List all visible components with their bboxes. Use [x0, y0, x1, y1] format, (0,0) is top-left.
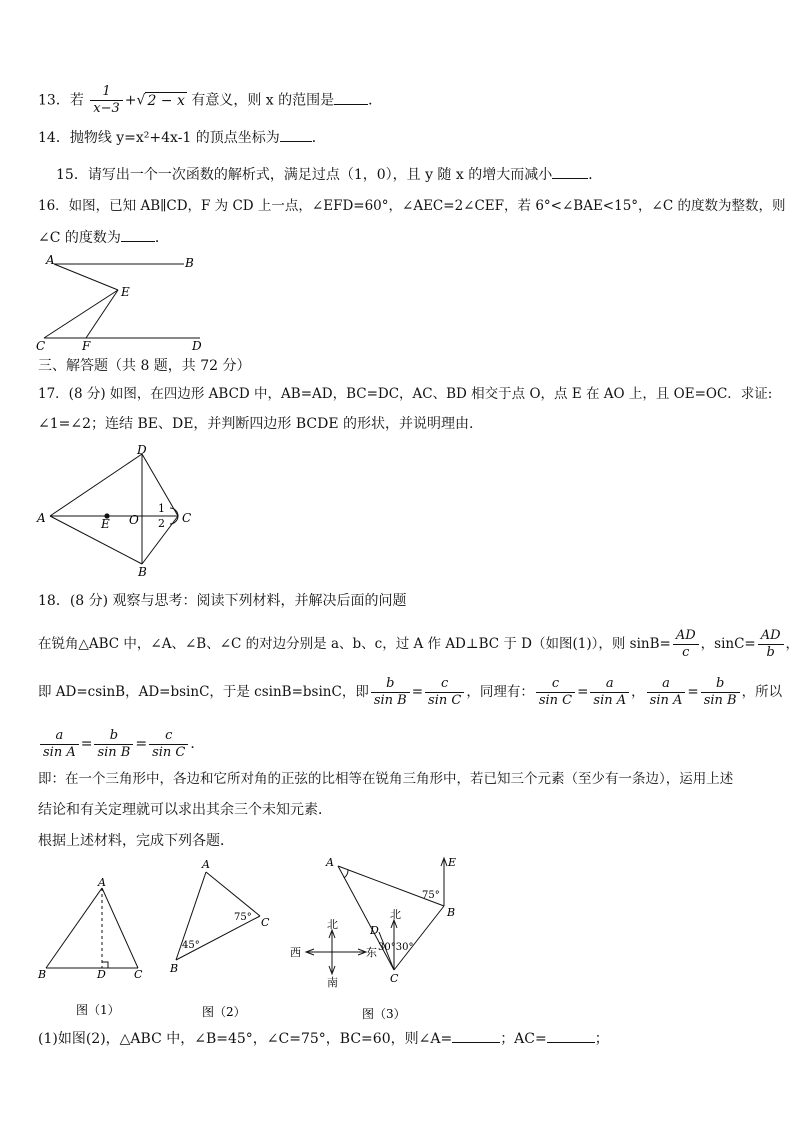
- fig3-label-b: B: [447, 906, 456, 919]
- q18-frac: [371, 676, 410, 709]
- q13-fraction: [90, 84, 123, 117]
- compass-east: 东: [366, 946, 377, 959]
- question-14: [38, 128, 326, 148]
- fig2-angle-b: 45°: [182, 940, 200, 951]
- q16-line-ef: [86, 290, 118, 338]
- q13-prefix: 13．若: [38, 92, 84, 109]
- q13-frac-num: 1: [90, 84, 123, 101]
- frac-den: b: [766, 645, 775, 660]
- q18-p1c: ，: [785, 636, 799, 652]
- q16-label-b: B: [185, 256, 194, 270]
- q18-frac: [425, 676, 464, 709]
- q18-figure-2: [164, 856, 284, 1026]
- frac-den: sin C: [428, 693, 462, 708]
- equals-sign: =: [80, 736, 93, 752]
- fig3-label-a: A: [326, 856, 334, 869]
- q18-figure-3: [284, 852, 464, 1027]
- frac-num: a: [590, 676, 629, 693]
- question-15: [56, 165, 602, 185]
- q18-sub1-ac-blank[interactable]: [547, 1042, 595, 1043]
- period: ．: [190, 736, 205, 752]
- q18-p2b: ，同理有：: [466, 684, 534, 700]
- q16-label-a: A: [46, 253, 55, 267]
- fig3-angle-b: 75°: [422, 890, 440, 901]
- q15-text: 15．请写出一个一次函数的解析式，满足过点（1，0），且 y 随 x 的增大而减小: [56, 167, 553, 183]
- fig1-label-c: C: [134, 968, 143, 981]
- q16-label-f: F: [82, 339, 91, 353]
- frac-num: c: [425, 676, 464, 693]
- equals-sign: =: [135, 736, 148, 752]
- q18-p1b: ，sinC=: [700, 636, 756, 652]
- q18-frac: [94, 728, 133, 761]
- fig3-angles-c: 30°30°: [378, 942, 414, 953]
- frac-num: b: [701, 676, 740, 693]
- q18-sub1-angle-blank[interactable]: [452, 1042, 500, 1043]
- q16-line2: ∠C 的度数为: [38, 230, 121, 246]
- q18-frac: [536, 676, 575, 709]
- fig1-side-ac: [102, 888, 138, 968]
- equals-sign: =: [687, 684, 699, 700]
- frac-den: sin A: [43, 744, 76, 760]
- frac-den: sin B: [97, 744, 131, 760]
- q17-label-c: C: [182, 511, 192, 525]
- fig2-side-ac: [206, 872, 260, 916]
- frac-den: sin A: [649, 693, 683, 708]
- q18-subquestion-1: [38, 1029, 609, 1049]
- equals-sign: =: [577, 684, 589, 700]
- q17-label-a: A: [37, 511, 46, 525]
- fig1-label-a: A: [98, 876, 106, 889]
- q18-sub1a: (1)如图(2)，△ABC 中，∠B=45°，∠C=75°，BC=60，则∠A=: [38, 1031, 453, 1047]
- frac-den: sin B: [373, 693, 407, 708]
- frac-den: sin C: [152, 744, 186, 760]
- q18-p2c: ，所以: [741, 684, 783, 700]
- q13-plus: +: [124, 92, 137, 109]
- q16-figure: [34, 252, 206, 352]
- q17-line2: ∠1=∠2；连结 BE、DE，并判断四边形 BCDE 的形状，并说明理由.: [38, 416, 474, 432]
- q13-suffix: 有意义，则 x 的范围是: [191, 92, 335, 109]
- question-17-line2: [38, 414, 473, 434]
- q17-label-1: 1: [158, 502, 165, 515]
- frac-den: sin B: [703, 693, 737, 708]
- q16-line-ec: [44, 290, 118, 338]
- q15-answer-blank[interactable]: [552, 178, 588, 179]
- question-13: [38, 84, 382, 117]
- fig2-label-b: B: [170, 962, 179, 975]
- equals-sign: =: [411, 684, 424, 700]
- q17-label-d: D: [137, 443, 147, 457]
- section-3-title: 三、解答题（共 8 题，共 72 分）: [38, 358, 251, 374]
- q18-paragraph-6: [38, 831, 234, 851]
- q16-line1: 16．如图，已知 AB∥CD，F 为 CD 上一点，∠EFD=60°，∠AEC=2∠CEF，若 6°<∠BAE<15°，∠C 的度数为整数，则: [38, 198, 786, 214]
- q18-frac-ad-b: [758, 628, 784, 661]
- q18-frac: [647, 676, 686, 709]
- fig3-north-c: 北: [390, 908, 401, 921]
- q13-answer-blank[interactable]: [334, 104, 368, 105]
- q15-end: ．: [588, 167, 603, 183]
- compass-south: 南: [327, 976, 338, 989]
- fig1-caption: 图（1）: [76, 1003, 120, 1017]
- frac-num: c: [149, 728, 188, 745]
- q18-figure-1: [34, 874, 154, 1024]
- fig3-angle-a-arc: [344, 870, 348, 878]
- q18-paragraph-1: [38, 624, 799, 664]
- fig1-label-d: D: [97, 968, 106, 981]
- q17-label-b: B: [138, 565, 147, 579]
- q18-title: 18．(8 分) 观察与思考：阅读下列材料，并解决后面的问题: [38, 593, 407, 609]
- fig2-caption: 图（2）: [202, 1005, 246, 1019]
- q18-sub1c: ；: [594, 1031, 609, 1047]
- question-18-title: [38, 591, 407, 611]
- q18-paragraph-2: [38, 672, 782, 712]
- q16-label-e: E: [121, 285, 130, 299]
- question-16-line2: [38, 228, 169, 248]
- q16-label-c: C: [36, 339, 46, 353]
- frac-num: AD: [758, 628, 784, 645]
- fig1-label-b: B: [38, 968, 47, 981]
- sqrt-icon: √: [136, 92, 146, 109]
- q17-label-e: E: [101, 517, 110, 531]
- q17-label-o: O: [129, 513, 139, 527]
- fig3-side-bc: [394, 906, 444, 970]
- frac-num: a: [40, 728, 79, 745]
- fig2-label-c: C: [261, 916, 270, 929]
- q18-frac-ad-c: [673, 628, 699, 661]
- section-3-heading: [38, 356, 251, 376]
- fig1-side-ab: [46, 888, 102, 968]
- fig2-label-a: A: [202, 858, 210, 871]
- q18-p4: 即：在一个三角形中，各边和它所对角的正弦的比相等在锐角三角形中，若已知三个元素（至少有一条边），运用上述: [38, 771, 734, 787]
- comma: ，: [631, 684, 645, 700]
- q18-paragraph-4: [38, 769, 733, 789]
- q14-text: 14．抛物线 y=x²+4x-1 的顶点坐标为: [38, 130, 280, 146]
- frac-num: b: [94, 728, 133, 745]
- q18-paragraph-3: [38, 724, 204, 764]
- q18-frac: [149, 728, 188, 761]
- compass-north: 北: [327, 918, 338, 931]
- fig2-angle-c: 75°: [234, 912, 252, 923]
- q18-p5: 结论和有关定理就可以求出其余三个未知元素．: [38, 802, 332, 818]
- frac-den: sin C: [538, 693, 573, 708]
- q16-end: ．: [154, 230, 169, 246]
- q17-line1: 17．(8 分) 如图，在四边形 ABCD 中，AB=AD，BC=DC，AC、BD 相交于点 O，点 E 在 AO 上，且 OE=OC．求证:: [38, 386, 773, 402]
- frac-den: c: [682, 645, 690, 660]
- compass-west: 西: [290, 946, 301, 959]
- frac-num: b: [371, 676, 410, 693]
- q18-p6: 根据上述材料，完成下列各题．: [38, 833, 234, 849]
- q13-frac-den: x−3: [93, 101, 120, 116]
- q13-sqrt-body: 2 − x: [147, 92, 185, 109]
- fig3-label-d: D: [370, 924, 379, 937]
- q17-figure: [34, 444, 204, 580]
- q18-p1a: 在锐角△ABC 中，∠A、∠B、∠C 的对边分别是 a、b、c，过 A 作 AD⊥BC 于 D（如图(1)），则 sinB=: [38, 636, 671, 652]
- q13-end: ．: [368, 92, 383, 109]
- q14-answer-blank[interactable]: [280, 141, 312, 142]
- frac-num: c: [536, 676, 575, 693]
- q17-line-ad: [50, 454, 142, 516]
- q18-sub1b: ；AC=: [500, 1031, 547, 1047]
- frac-den: sin A: [593, 693, 627, 708]
- q16-answer-blank[interactable]: [121, 241, 155, 242]
- q16-line-ae: [54, 264, 118, 290]
- question-16-line1: [38, 196, 785, 216]
- q18-frac: [701, 676, 740, 709]
- q16-label-d: D: [192, 339, 202, 353]
- frac-num: AD: [673, 628, 699, 645]
- q14-end: ．: [311, 130, 326, 146]
- q18-p2a: 即 AD=csinB，AD=bsinC，于是 csinB=bsinC，即: [38, 684, 369, 700]
- q18-frac: [40, 728, 79, 761]
- q18-frac: [590, 676, 629, 709]
- frac-num: a: [647, 676, 686, 693]
- fig3-caption: 图（3）: [362, 1007, 406, 1021]
- question-17-line1: [38, 384, 772, 404]
- q18-paragraph-5: [38, 800, 332, 820]
- fig3-label-e: E: [448, 856, 457, 869]
- q17-label-2: 2: [158, 517, 165, 530]
- fig3-label-c: C: [390, 972, 399, 985]
